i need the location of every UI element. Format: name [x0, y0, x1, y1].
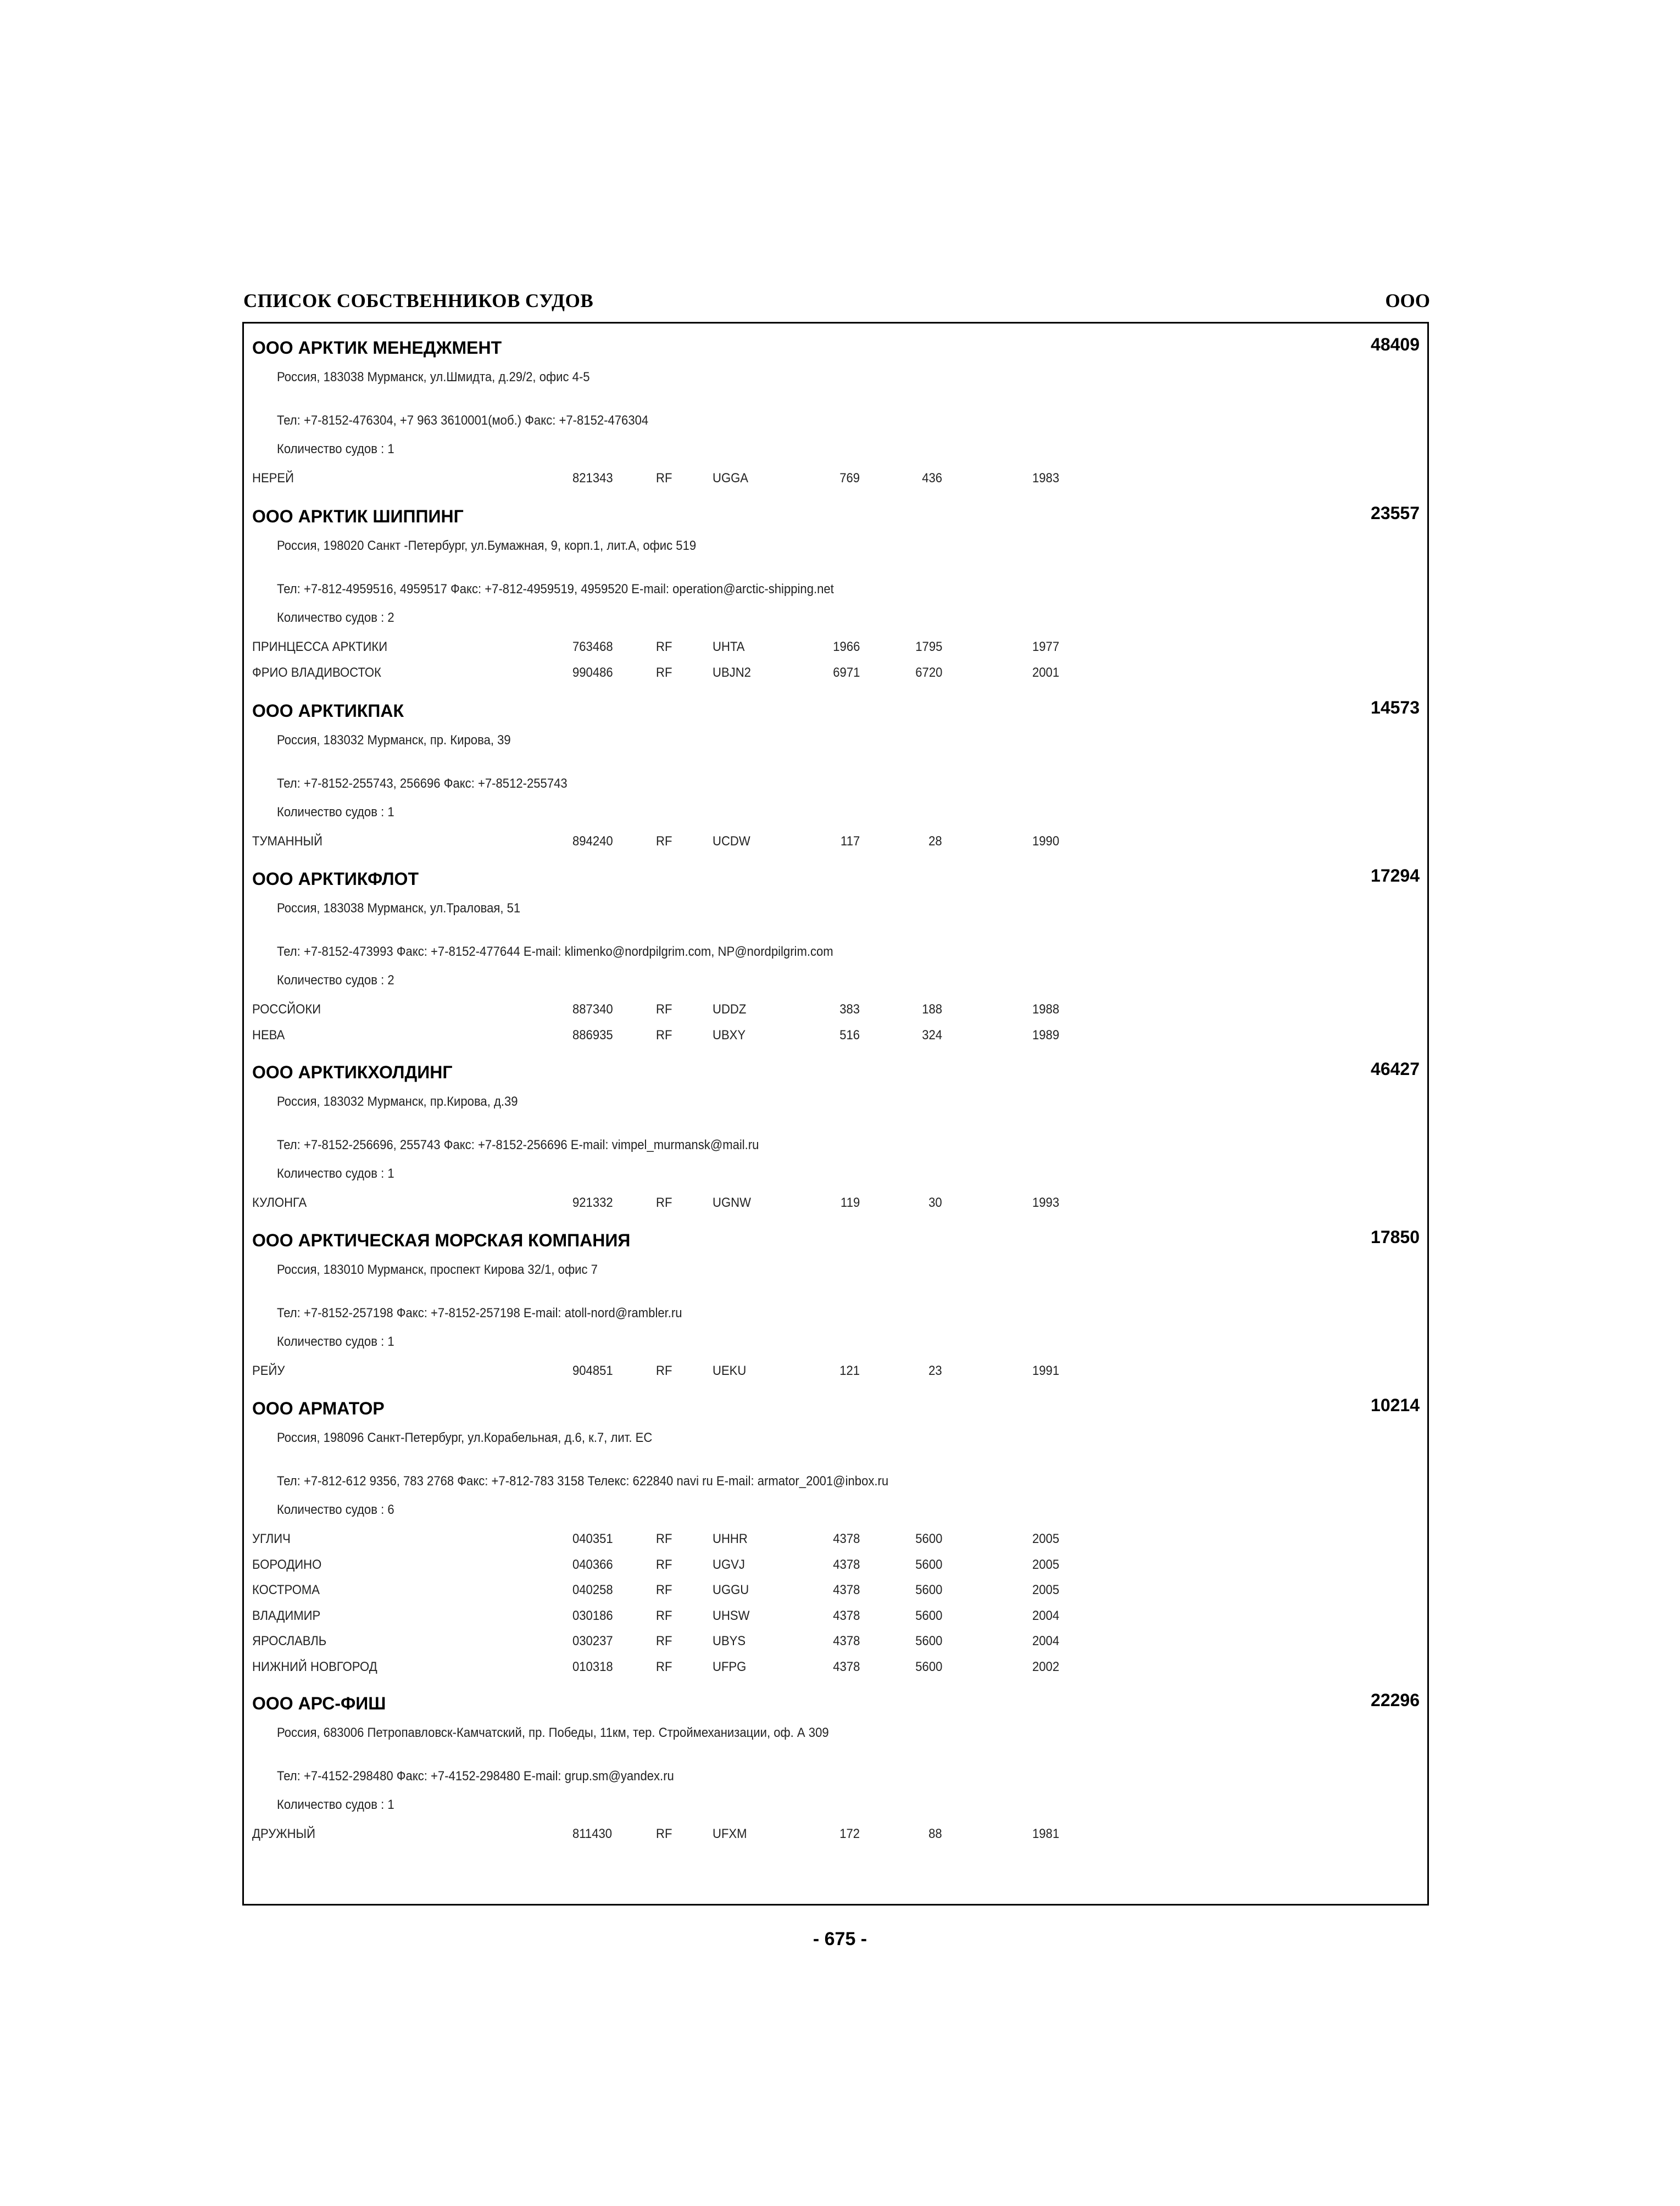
ship-gross-tonnage: 4378: [832, 1531, 860, 1546]
ship-deadweight: 5600: [915, 1659, 942, 1674]
owner-id: 10214: [1371, 1395, 1420, 1415]
ship-name: ТУМАННЫЙ: [252, 834, 322, 849]
ship-name: ФРИО ВЛАДИВОСТОК: [252, 665, 381, 680]
ship-number: 030237: [572, 1634, 613, 1648]
ship-gross-tonnage: 172: [839, 1826, 860, 1841]
ship-name: НИЖНИЙ НОВГОРОД: [252, 1659, 377, 1674]
ship-call-sign: UGNW: [713, 1195, 751, 1210]
ship-deadweight: 5600: [915, 1531, 942, 1546]
page-number: - 675 -: [813, 1929, 867, 1949]
ship-row: [244, 1531, 1427, 1548]
owner-vessel-count: Количество судов : 1: [277, 442, 394, 456]
owner-address: Россия, 183038 Мурманск, ул.Траловая, 51: [277, 901, 521, 916]
ship-build-year: 1981: [1032, 1826, 1060, 1841]
ship-call-sign: UCDW: [713, 834, 750, 849]
owner-address: Россия, 183038 Мурманск, ул.Шмидта, д.29/2, офис 4-5: [277, 370, 590, 385]
ship-deadweight: 1795: [915, 639, 942, 654]
ship-deadweight: 88: [928, 1826, 942, 1841]
ship-row: [244, 1028, 1427, 1044]
ship-name: УГЛИЧ: [252, 1531, 291, 1546]
ship-row: [244, 834, 1427, 850]
owner-address: Россия, 198020 Санкт -Петербург, ул.Бумажная, 9, корп.1, лит.А, офис 519: [277, 538, 697, 553]
ship-call-sign: UEKU: [713, 1363, 747, 1378]
page-header: [243, 290, 1430, 317]
ship-build-year: 2002: [1032, 1659, 1060, 1674]
ship-name: ЯРОСЛАВЛЬ: [252, 1634, 327, 1648]
ship-gross-tonnage: 4378: [832, 1608, 860, 1623]
owner-contacts: Тел: +7-8152-257198 Факс: +7-8152-257198 E-mail: atoll-nord@rambler.ru: [277, 1306, 682, 1321]
ship-row: [244, 639, 1427, 656]
ship-build-year: 1989: [1032, 1027, 1060, 1043]
ship-row: [244, 1608, 1427, 1625]
ship-call-sign: UFXM: [713, 1826, 747, 1841]
ship-flag: RF: [656, 1826, 672, 1841]
owner-vessel-count: Количество судов : 1: [277, 1334, 394, 1349]
ship-call-sign: UGVJ: [713, 1557, 745, 1572]
ship-gross-tonnage: 117: [840, 834, 860, 849]
ship-flag: RF: [656, 834, 672, 849]
ship-build-year: 1991: [1032, 1363, 1060, 1378]
ship-name: ВЛАДИМИР: [252, 1608, 321, 1623]
ship-number: 811430: [572, 1826, 613, 1841]
ship-gross-tonnage: 1966: [832, 639, 860, 654]
ship-deadweight: 30: [928, 1195, 942, 1210]
ship-flag: RF: [656, 1659, 672, 1674]
ship-number: 894240: [572, 834, 613, 849]
ship-flag: RF: [656, 1557, 672, 1572]
ship-gross-tonnage: 769: [839, 471, 860, 486]
owners-list-frame: [242, 322, 1429, 1906]
ship-gross-tonnage: 121: [839, 1363, 860, 1378]
ship-flag: RF: [656, 1363, 672, 1378]
ship-gross-tonnage: 4378: [832, 1659, 860, 1674]
ship-build-year: 2001: [1032, 665, 1060, 680]
owner-contacts: Тел: +7-8152-255743, 256696 Факс: +7-8512-255743: [277, 776, 568, 791]
owner-id: 22296: [1371, 1690, 1420, 1710]
owner-contacts: Тел: +7-8152-256696, 255743 Факс: +7-8152-256696 E-mail: vimpel_murmansk@mail.ru: [277, 1138, 759, 1152]
ship-deadweight: 28: [928, 834, 942, 849]
ship-build-year: 1983: [1032, 471, 1060, 486]
owner-vessel-count: Количество судов : 1: [277, 1166, 394, 1181]
owner-name: ООО АРКТИК МЕНЕДЖМЕНТ: [252, 338, 502, 358]
ship-build-year: 2005: [1032, 1583, 1060, 1597]
ship-build-year: 1977: [1032, 639, 1060, 654]
ship-call-sign: UGGA: [713, 471, 749, 486]
ship-number: 904851: [572, 1363, 613, 1378]
ship-deadweight: 5600: [915, 1583, 942, 1597]
owner-address: Россия, 183032 Мурманск, пр. Кирова, 39: [277, 733, 511, 748]
ship-flag: RF: [656, 1608, 672, 1623]
owner-contacts: Тел: +7-812-612 9356, 783 2768 Факс: +7-812-783 3158 Телекс: 622840 navi ru E-mail: armator_2001@inbox.ru: [277, 1474, 889, 1489]
ship-deadweight: 324: [922, 1027, 942, 1043]
ship-number: 040258: [572, 1583, 613, 1597]
ship-deadweight: 5600: [915, 1608, 942, 1623]
owner-id: 46427: [1371, 1059, 1420, 1079]
ship-flag: RF: [656, 665, 672, 680]
owner-vessel-count: Количество судов : 1: [277, 1797, 394, 1812]
ship-number: 763468: [572, 639, 613, 654]
ship-gross-tonnage: 6971: [832, 665, 860, 680]
owner-id: 17294: [1371, 866, 1420, 885]
ship-deadweight: 23: [928, 1363, 942, 1378]
ship-call-sign: UBXY: [713, 1027, 746, 1043]
ship-name: БОРОДИНО: [252, 1557, 322, 1572]
ship-row: [244, 471, 1427, 487]
owner-id: 23557: [1371, 503, 1420, 523]
owner-id: 48409: [1371, 335, 1420, 354]
ship-build-year: 2004: [1032, 1634, 1060, 1648]
ship-number: 990486: [572, 665, 613, 680]
ship-row: [244, 1363, 1427, 1380]
ship-row: [244, 665, 1427, 682]
owner-name: ООО АРКТИЧЕСКАЯ МОРСКАЯ КОМПАНИЯ: [252, 1230, 631, 1250]
ship-number: 887340: [572, 1002, 613, 1017]
ship-flag: RF: [656, 1002, 672, 1017]
owner-address: Россия, 183032 Мурманск, пр.Кирова, д.39: [277, 1094, 518, 1109]
ship-flag: RF: [656, 1634, 672, 1648]
ship-deadweight: 6720: [915, 665, 942, 680]
ship-flag: RF: [656, 1027, 672, 1043]
ship-number: 030186: [572, 1608, 613, 1623]
owner-contacts: Тел: +7-812-4959516, 4959517 Факс: +7-812-4959519, 4959520 E-mail: operation@arctic-shipping.net: [277, 582, 834, 597]
ship-call-sign: UBJN2: [713, 665, 751, 680]
ship-call-sign: UHHR: [713, 1531, 748, 1546]
owner-id: 17850: [1371, 1227, 1420, 1247]
ship-build-year: 1993: [1032, 1195, 1060, 1210]
ship-name: КУЛОНГА: [252, 1195, 307, 1210]
owner-vessel-count: Количество судов : 6: [277, 1502, 394, 1517]
ship-number: 010318: [572, 1659, 613, 1674]
ship-name: РЕЙУ: [252, 1363, 285, 1378]
ship-gross-tonnage: 4378: [832, 1557, 860, 1572]
ship-number: 921332: [572, 1195, 613, 1210]
owner-name: ООО АРКТИКХОЛДИНГ: [252, 1062, 453, 1082]
ship-row: [244, 1195, 1427, 1212]
ship-deadweight: 188: [922, 1002, 942, 1017]
owner-vessel-count: Количество судов : 2: [277, 610, 394, 625]
owner-name: ООО АРС-ФИШ: [252, 1694, 386, 1713]
ship-gross-tonnage: 4378: [832, 1634, 860, 1648]
ship-call-sign: UDDZ: [713, 1002, 747, 1017]
ship-build-year: 2005: [1032, 1531, 1060, 1546]
ship-row: [244, 1826, 1427, 1843]
ship-number: 040366: [572, 1557, 613, 1572]
owner-name: ООО АРКТИКПАК: [252, 701, 404, 721]
ship-number: 886935: [572, 1027, 613, 1043]
ship-flag: RF: [656, 1195, 672, 1210]
owner-name: ООО АРКТИК ШИППИНГ: [252, 506, 464, 526]
owner-id: 14573: [1371, 698, 1420, 717]
owner-address: Россия, 683006 Петропавловск-Камчатский, пр. Победы, 11км, тер. Строймеханизации, оф. А 309: [277, 1725, 829, 1740]
ship-name: ДРУЖНЫЙ: [252, 1826, 315, 1841]
ship-number: 040351: [572, 1531, 613, 1546]
ship-gross-tonnage: 119: [840, 1195, 860, 1210]
ship-row: [244, 1634, 1427, 1650]
ship-gross-tonnage: 4378: [832, 1583, 860, 1597]
ship-flag: RF: [656, 1583, 672, 1597]
page-title: СПИСОК СОБСТВЕННИКОВ СУДОВ: [243, 290, 594, 311]
ship-row: [244, 1659, 1427, 1676]
ship-number: 821343: [572, 471, 613, 486]
owner-contacts: Тел: +7-8152-473993 Факс: +7-8152-477644 E-mail: klimenko@nordpilgrim.com, NP@nordpilgrim.com: [277, 944, 833, 959]
ship-gross-tonnage: 383: [839, 1002, 860, 1017]
ship-build-year: 1988: [1032, 1002, 1060, 1017]
ship-flag: RF: [656, 1531, 672, 1546]
ship-call-sign: UBYS: [713, 1634, 746, 1648]
ship-call-sign: UHSW: [713, 1608, 750, 1623]
ship-deadweight: 436: [922, 471, 942, 486]
ship-gross-tonnage: 516: [839, 1027, 860, 1043]
owner-address: Россия, 198096 Санкт-Петербург, ул.Корабельная, д.6, к.7, лит. ЕС: [277, 1430, 653, 1445]
ship-row: [244, 1002, 1427, 1018]
owner-name: ООО АРМАТОР: [252, 1399, 385, 1418]
owner-address: Россия, 183010 Мурманск, проспект Кирова 32/1, офис 7: [277, 1262, 598, 1277]
owner-name: ООО АРКТИКФЛОТ: [252, 869, 419, 889]
owner-vessel-count: Количество судов : 1: [277, 805, 394, 820]
ship-build-year: 2004: [1032, 1608, 1060, 1623]
ship-name: РОССЙОКИ: [252, 1002, 321, 1017]
ship-build-year: 1990: [1032, 834, 1060, 849]
ship-flag: RF: [656, 471, 672, 486]
owner-vessel-count: Количество судов : 2: [277, 973, 394, 988]
ship-call-sign: UGGU: [713, 1583, 749, 1597]
owner-contacts: Тел: +7-4152-298480 Факс: +7-4152-298480 E-mail: grup.sm@yandex.ru: [277, 1769, 674, 1784]
ship-name: НЕРЕЙ: [252, 471, 294, 486]
ship-build-year: 2005: [1032, 1557, 1060, 1572]
section-letter: ООО: [1385, 290, 1430, 311]
ship-deadweight: 5600: [915, 1634, 942, 1648]
ship-row: [244, 1583, 1427, 1599]
owner-contacts: Тел: +7-8152-476304, +7 963 3610001(моб.) Факс: +7-8152-476304: [277, 413, 649, 428]
ship-flag: RF: [656, 639, 672, 654]
ship-row: [244, 1557, 1427, 1574]
ship-name: ПРИНЦЕССА АРКТИКИ: [252, 639, 388, 654]
ship-call-sign: UHTA: [713, 639, 745, 654]
ship-call-sign: UFPG: [713, 1659, 747, 1674]
ship-deadweight: 5600: [915, 1557, 942, 1572]
ship-name: КОСТРОМА: [252, 1583, 320, 1597]
ship-name: НЕВА: [252, 1027, 285, 1043]
